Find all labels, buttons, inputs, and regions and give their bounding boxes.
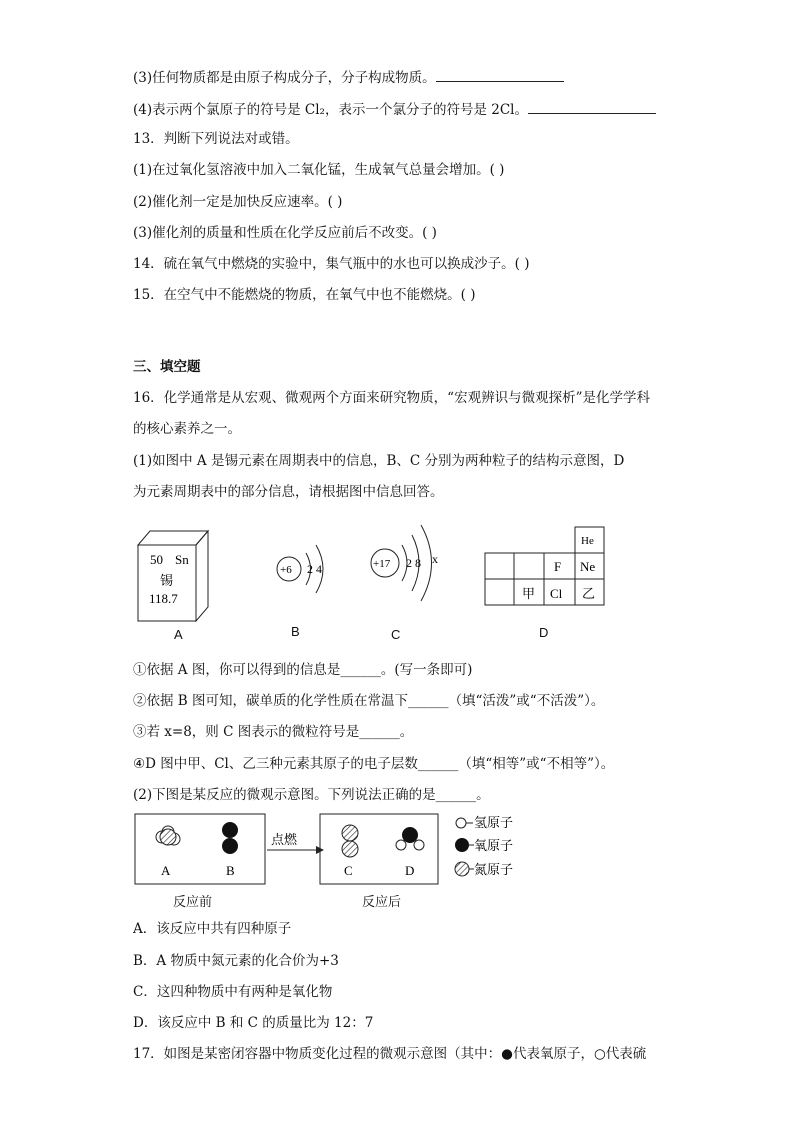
svg-text:氧原子: 氧原子	[474, 838, 514, 853]
d-jia: 甲	[522, 586, 536, 601]
legend-oxygen-icon	[455, 838, 469, 852]
option-a[interactable]: A．该反应中共有四种原子	[133, 921, 292, 937]
c-shells: 2 8	[406, 556, 421, 570]
legend-hydrogen-icon	[456, 818, 466, 828]
d-f: F	[554, 559, 562, 574]
after-d-label: D	[405, 863, 415, 878]
label-b: B	[291, 624, 300, 639]
q16-part2: (2)下图是某反应的微观示意图。下列说法正确的是______。	[133, 787, 490, 803]
legend	[455, 815, 513, 877]
q12-item3: (3)任何物质都是由原子构成分子，分子构成物质。	[133, 67, 564, 87]
q14: 14．硫在氧气中燃烧的实验中，集气瓶中的水也可以换成沙子。( )	[133, 256, 530, 272]
q16-sub1: ①依据 A 图，你可以得到的信息是______。(写一条即可)	[133, 662, 473, 678]
section-heading: 三、填空题	[133, 359, 201, 375]
tin-symbol: Sn	[175, 552, 189, 567]
q16-stem-line1: 16．化学通常是从宏观、微观两个方面来研究物质，“宏观辨识与微观探析”是化学学科	[133, 390, 650, 406]
q16-sub4: ④D 图中甲、Cl、乙三种元素其原子的电子层数______（填“相等”或“不相等”）。	[133, 756, 615, 772]
d-cl: Cl	[550, 586, 563, 601]
tin-name: 锡	[160, 573, 174, 588]
molecule-b	[222, 822, 238, 854]
d-ne: Ne	[580, 559, 596, 574]
b-shells: 2 4	[307, 562, 322, 576]
option-b[interactable]: B．A 物质中氮元素的化合价为+3	[133, 953, 339, 969]
before-box	[135, 814, 265, 884]
q16-part1-line2: 为元素周期表中的部分信息，请根据图中信息回答。	[133, 484, 444, 500]
svg-text:氢原子: 氢原子	[474, 815, 514, 830]
label-c: C	[391, 627, 401, 642]
q13-item1: (1)在过氧化氢溶液中加入二氧化锰，生成氧气总量会增加。( )	[133, 162, 505, 178]
q13-stem: 13．判断下列说法对或错。	[133, 131, 299, 147]
q16-sub2: ②依据 B 图可知，碳单质的化学性质在常温下______（填“活泼”或“不活泼”）。	[133, 693, 605, 709]
q16-sub3: ③若 x=8，则 C 图表示的微粒符号是______。	[133, 724, 414, 740]
caption-after: 反应后	[362, 894, 402, 909]
d-he: He	[581, 535, 594, 547]
q13-item3: (3)催化剂的质量和性质在化学反应前后不改变。( )	[133, 225, 437, 241]
q12-item4: (4)表示两个氯原子的符号是 Cl₂，表示一个氯分子的符号是 2Cl。	[133, 99, 656, 119]
label-a: A	[174, 627, 183, 642]
arrow-label: 点燃	[271, 832, 298, 847]
fig-a-tin-cube	[138, 531, 208, 621]
answer-blank[interactable]	[528, 99, 656, 114]
b-nucleus: +6	[280, 564, 292, 576]
option-c[interactable]: C．这四种物质中有两种是氧化物	[133, 984, 333, 1000]
after-c-label: C	[344, 863, 353, 878]
c-nucleus: +17	[373, 558, 391, 570]
q16-part1-line1: (1)如图中 A 是锡元素在周期表中的信息，B、C 分别为两种粒子的结构示意图，D	[133, 453, 625, 469]
caption-before: 反应前	[173, 894, 213, 909]
tin-number: 50	[150, 552, 163, 567]
before-a-label: A	[161, 863, 171, 878]
legend-nitrogen-icon	[455, 862, 469, 876]
fig-b-atom	[277, 545, 323, 593]
fig-c-atom	[371, 525, 438, 601]
q15: 15．在空气中不能燃烧的物质，在氧气中也不能燃烧。( )	[133, 287, 476, 303]
tin-mass: 118.7	[149, 591, 178, 606]
molecule-c	[342, 825, 358, 857]
label-d: D	[539, 625, 549, 640]
svg-text:氮原子: 氮原子	[474, 862, 514, 877]
before-b-label: B	[226, 863, 235, 878]
c-x: x	[432, 552, 438, 566]
q17-stem: 17．如图是某密闭容器中物质变化过程的微观示意图（其中：●代表氧原子，○代表硫	[133, 1046, 647, 1062]
option-d[interactable]: D．该反应中 B 和 C 的质量比为 12：7	[133, 1015, 374, 1031]
q16-stem-line2: 的核心素养之一。	[133, 421, 241, 437]
answer-blank[interactable]	[436, 67, 564, 82]
q13-item2: (2)催化剂一定是加快反应速率。( )	[133, 194, 343, 210]
d-yi: 乙	[582, 586, 596, 601]
molecule-a	[156, 826, 180, 845]
molecule-d	[396, 827, 424, 850]
